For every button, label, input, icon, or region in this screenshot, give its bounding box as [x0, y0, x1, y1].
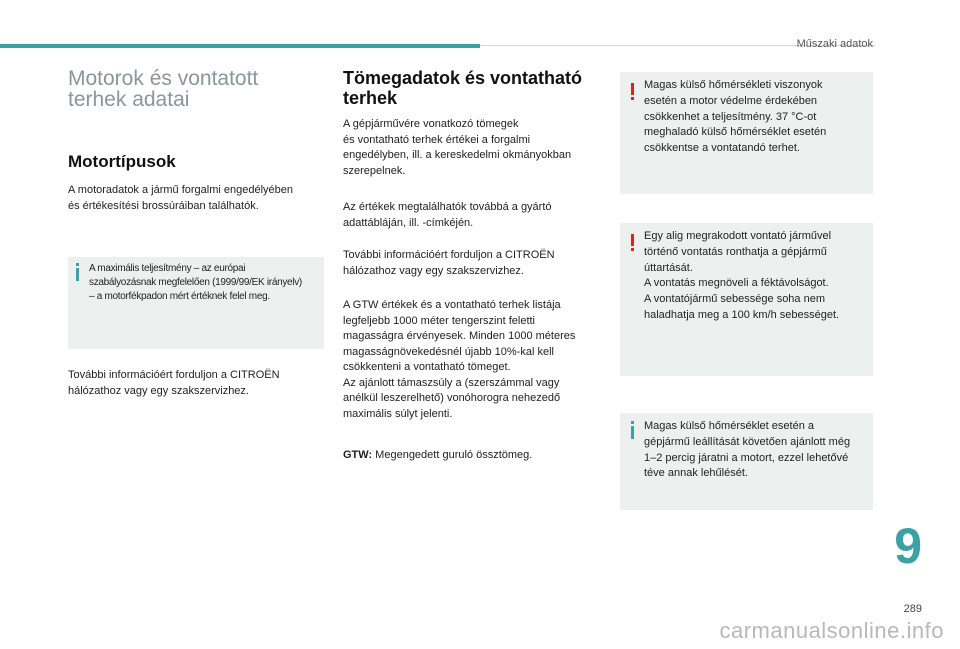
text-line: A vontatás megnöveli a féktávolságot. [644, 277, 829, 290]
weights-paragraph-1 [343, 117, 605, 179]
text-line: anélkül leszerelhető) vonóhorogra nehezedő [343, 392, 561, 404]
warning-icon [631, 234, 634, 246]
text-line: téve annak lehűlését. [644, 467, 748, 480]
text-line: és vontatható terhek értékei a forgalmi [343, 133, 531, 146]
warning-icon [631, 83, 634, 95]
text-line: 1–2 percig járatni a motort, ezzel lehetővé [644, 451, 849, 464]
text-line: magasságra érvényesek. Minden 1000 méteres [343, 330, 576, 342]
text-line: Az ajánlott támaszsúly a (szerszámmal vagy [343, 376, 560, 389]
weights-heading [343, 68, 605, 108]
text-line: Az értékek megtalálhatók továbbá a gyártó [343, 201, 552, 213]
text-line: úttartását. [644, 261, 693, 274]
text-line: Magas külső hőmérsékleti viszonyok [644, 79, 823, 91]
note-text [644, 419, 869, 482]
column-weights [343, 68, 605, 464]
engine-data-paragraph [68, 183, 326, 214]
text-line: A motoradatok a jármű forgalmi engedélyében [68, 184, 294, 196]
text-line: gépjármű leállítását követően ajánlott még [644, 435, 851, 448]
text-line: történő vontatás ronthatja a gépjármű [644, 245, 827, 258]
gtw-text: Megengedett guruló össztömeg. [372, 449, 533, 461]
watermark: carmanualsonline.info [719, 618, 944, 643]
gtw-definition [343, 448, 605, 464]
engine-types-heading: Motortípusok [68, 152, 176, 171]
info-note-max-power [68, 257, 324, 349]
info-icon [631, 426, 634, 439]
text-line: csökkenhet a teljesítmény. 37 °C-ot [644, 110, 817, 123]
text-line: csökkentse a vontatandó terhet. [644, 142, 800, 155]
note-text [89, 262, 324, 305]
text-line: esetén a motor védelme érdekében [644, 94, 818, 107]
text-line: engedélyben, ill. a kereskedelmi okmányokban [343, 149, 572, 161]
text-line: További információért forduljon a CITROËN [343, 249, 555, 261]
weights-heading-line2: terhek [343, 88, 398, 108]
column-engines [68, 68, 326, 214]
weights-paragraph-4 [343, 298, 605, 422]
weights-paragraph-2 [343, 200, 605, 231]
text-line: és értékesítési brossúráiban találhatók. [68, 199, 259, 212]
text-line: hálózathoz vagy egy szakszervizhez. [68, 384, 249, 397]
text-line: adattábláján, ill. -címkéjén. [343, 216, 474, 229]
text-line: maximális súlyt jelenti. [343, 407, 453, 420]
text-line: magasságnövekedésnél újabb 10%-kal kell [343, 345, 554, 358]
text-line: További információért forduljon a CITROËN [68, 369, 280, 381]
text-line: A vontatójármű sebessége soha nem [644, 293, 826, 306]
text-line: A maximális teljesítmény – az európai [89, 263, 246, 274]
warning-note-towing [620, 223, 873, 376]
text-line: – a motorfékpadon mért értéknek felel meg. [89, 291, 270, 303]
weights-heading-line1: Tömegadatok és vontatható [343, 68, 583, 88]
page-number: 289 [903, 603, 922, 615]
weights-paragraph-3 [343, 248, 605, 279]
text-line: A gépjárművére vonatkozó tömegek [343, 118, 519, 130]
text-line: haladhatja meg a 100 km/h sebességet. [644, 308, 840, 321]
text-line: szabályozásnak megfelelően (1999/99/EK irányelv) [89, 277, 302, 289]
page-title [68, 68, 326, 110]
chapter-number: 9 [894, 518, 922, 574]
text-line: hálózathoz vagy egy szakszervizhez. [343, 264, 524, 277]
text-line: csökkenteni a vontatható tömeget. [343, 361, 511, 373]
info-icon [76, 268, 79, 281]
note-text [644, 78, 869, 157]
text-line: meghaladó külső hőmérséklet esetén [644, 126, 827, 139]
page-title-line1: Motorok és vontatott [68, 67, 259, 90]
section-title: Műszaki adatok [796, 38, 873, 50]
contact-paragraph [68, 368, 326, 399]
page-title-line2: terhek adatai [68, 88, 190, 111]
text-line: szerepelnek. [343, 164, 406, 177]
text-line: legfeljebb 1000 méter tengerszint feletti [343, 314, 536, 327]
text-line: Magas külső hőmérséklet esetén a [644, 420, 814, 432]
note-text [644, 229, 869, 324]
gtw-label: GTW: [343, 449, 373, 461]
text-line: Egy alig megrakodott vontató járművel [644, 230, 832, 242]
text-line: A GTW értékek és a vontatható terhek listája [343, 299, 561, 311]
info-note-cooling [620, 413, 873, 510]
warning-note-temperature [620, 72, 873, 194]
header-accent-bar [0, 44, 480, 48]
